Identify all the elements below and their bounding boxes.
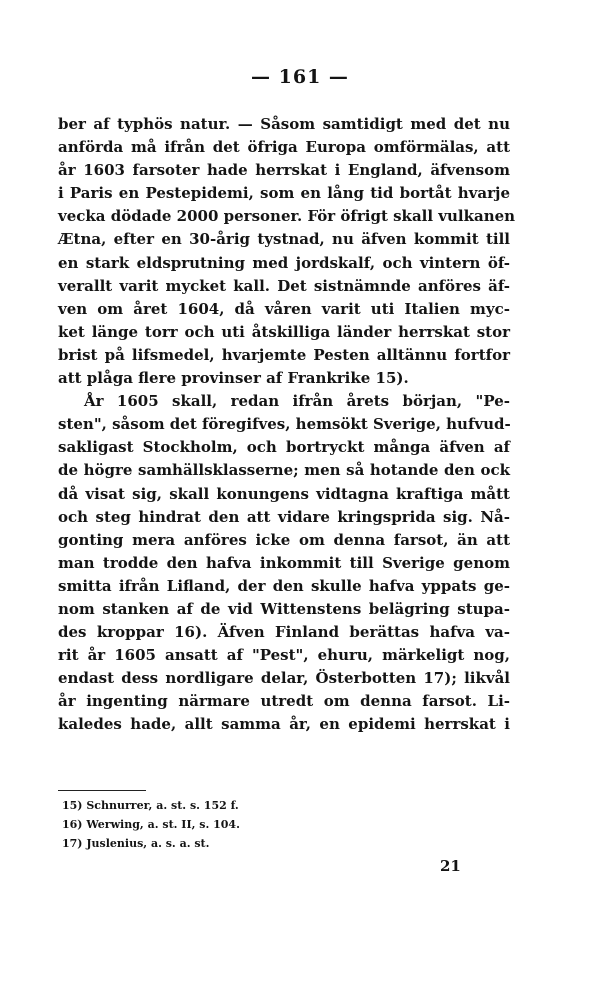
text-line: brist på lifsmedel, hvarjemte Pesten alltännu fortfor — [58, 345, 510, 364]
signature-mark: 21 — [440, 857, 461, 875]
text-line: sakligast Stockholm, och bortryckt många äfven af — [58, 438, 510, 457]
text-line: verallt varit mycket kall. Det sistnämnde anföres äf- — [58, 276, 510, 295]
text-line: kaledes hade, allt samma år, en epidemi herrskat i — [58, 715, 510, 734]
text-line: man trodde den hafva inkommit till Sverige genom — [58, 553, 510, 572]
text-line: år ingenting närmare utredt om denna farsot. Li- — [58, 692, 510, 711]
text-line: gonting mera anföres icke om denna farsot, än att — [58, 530, 510, 549]
text-line: smitta ifrån Lifland, der den skulle hafva yppats ge- — [58, 576, 510, 595]
text-line: att plåga flere provinser af Frankrike 15). — [58, 369, 409, 388]
text-line: och steg hindrat den att vidare kringsprida sig. Nå- — [58, 507, 510, 526]
footnotes — [62, 796, 502, 853]
text-line: endast dess nordligare delar, Österbotten 17); likvål — [58, 669, 510, 688]
text-line: År 1605 skall, redan ifrån årets början, "Pe- — [84, 392, 510, 411]
text-line: vecka dödade 2000 personer. För öfrigt skall vulkanen — [58, 207, 516, 226]
text-line: de högre samhällsklasserne; men så hotande den ock — [58, 461, 510, 480]
text-line: Ætna, efter en 30-årig tystnad, nu äfven kommit till — [58, 230, 510, 249]
text-line: des kroppar 16). Äfven Finland berättas hafva va- — [58, 623, 510, 642]
body-text — [58, 113, 516, 737]
text-line: ven om året 1604, då våren varit uti Italien myc- — [58, 299, 510, 318]
text-line: sten", såsom det föregifves, hemsökt Sverige, hufvud- — [58, 415, 511, 434]
text-line: ber af typhös natur. — Såsom samtidigt med det nu — [58, 115, 510, 133]
page-number: — 161 — — [251, 66, 349, 88]
footnote-divider — [58, 790, 146, 791]
text-line: rit år 1605 ansatt af "Pest", ehuru, märkeligt nog, — [58, 646, 510, 665]
footnote: 16) Werwing, a. st. II, s. 104. — [62, 818, 240, 831]
text-line: en stark eldsprutning med jordskalf, och vintern öf- — [58, 253, 510, 272]
footnote: 15) Schnurrer, a. st. s. 152 f. — [62, 799, 239, 812]
text-line: nom stanken af de vid Wittenstens belägring stupa- — [58, 599, 510, 618]
text-line: år 1603 farsoter hade herrskat i England, äfvensom — [58, 161, 510, 180]
text-line: då visat sig, skall konungens vidtagna kraftiga mått — [58, 484, 510, 503]
text-line: i Paris en Pestepidemi, som en lång tid bortåt hvarje — [58, 184, 510, 203]
text-line: ket länge torr och uti åtskilliga länder herrskat stor — [58, 322, 510, 341]
footnote: 17) Juslenius, a. s. a. st. — [62, 837, 210, 850]
text-line: anförda må ifrån det öfriga Europa omförmälas, att — [58, 138, 510, 157]
